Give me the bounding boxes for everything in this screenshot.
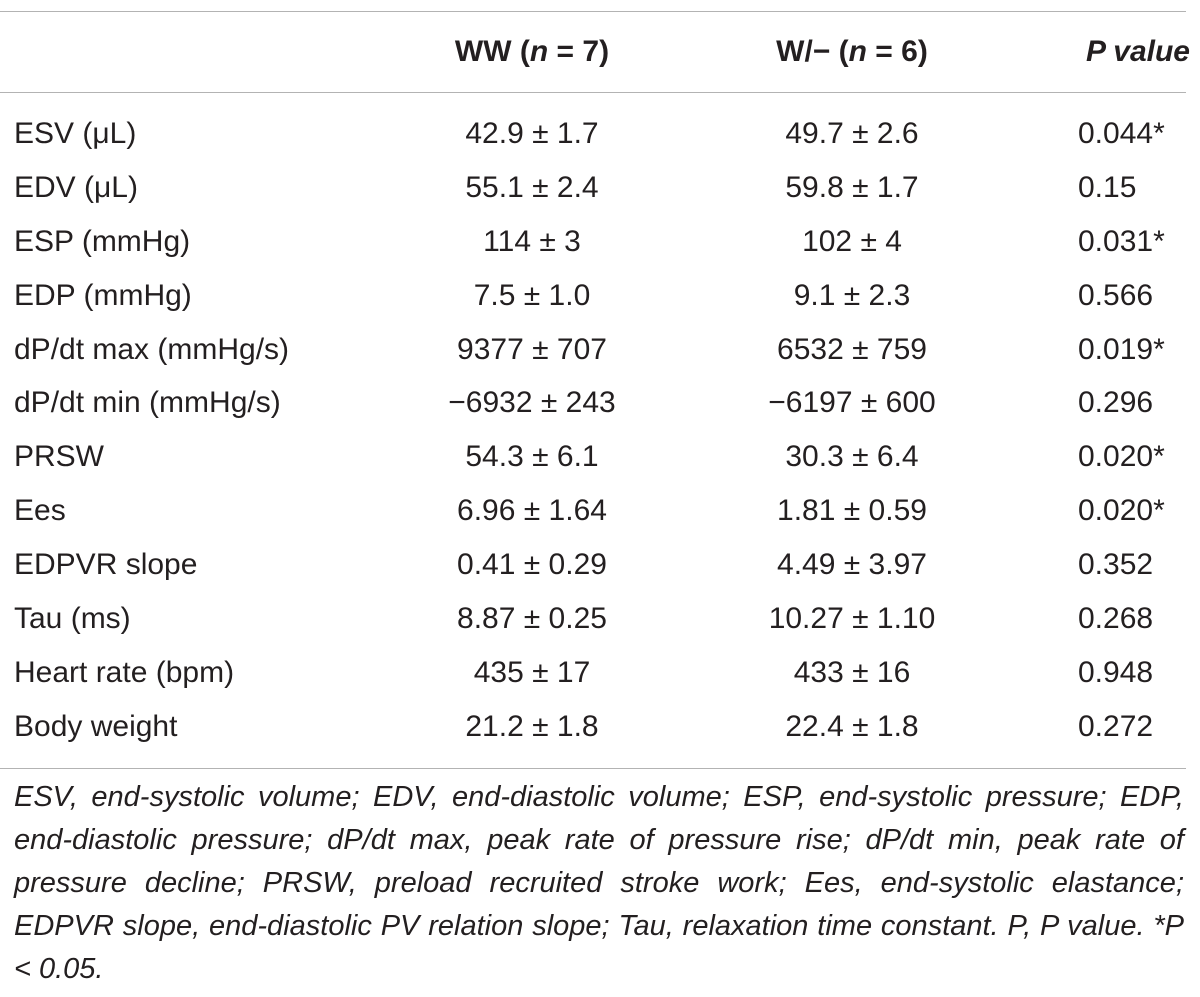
row-label: dP/dt max (mmHg/s) bbox=[14, 332, 290, 366]
ww-value: 7.5 ± 1.0 bbox=[473, 278, 591, 312]
ww-value: 21.2 ± 1.8 bbox=[465, 709, 599, 743]
p-value: 0.948 bbox=[1078, 655, 1154, 689]
p-value: 0.15 bbox=[1078, 170, 1137, 204]
p-value: 0.019* bbox=[1078, 332, 1165, 366]
p-value: 0.044* bbox=[1078, 117, 1165, 150]
row-label: ESV (μL) bbox=[14, 117, 137, 150]
table-row bbox=[0, 161, 1200, 215]
table-body bbox=[0, 107, 1200, 754]
p-value: 0.272 bbox=[1078, 709, 1154, 743]
ww-value: 0.41 ± 0.29 bbox=[457, 548, 607, 582]
table-row bbox=[0, 646, 1200, 700]
row-label: ESP (mmHg) bbox=[14, 224, 191, 258]
w-minus-value: 22.4 ± 1.8 bbox=[785, 709, 919, 743]
w-minus-value: −6197 ± 600 bbox=[768, 386, 936, 420]
table-row bbox=[0, 700, 1200, 754]
w-minus-value: 10.27 ± 1.10 bbox=[768, 602, 936, 636]
p-value: 0.268 bbox=[1078, 602, 1154, 636]
table-row bbox=[0, 484, 1200, 538]
p-value: 0.031* bbox=[1078, 224, 1165, 258]
ww-value: 42.9 ± 1.7 bbox=[465, 117, 599, 150]
table-header-rule bbox=[0, 92, 1186, 93]
ww-value: 8.87 ± 0.25 bbox=[457, 602, 607, 636]
ww-value: −6932 ± 243 bbox=[448, 386, 616, 420]
w-minus-value: 49.7 ± 2.6 bbox=[785, 117, 919, 150]
header-wm-suffix: = 6) bbox=[866, 35, 928, 68]
p-value: 0.020* bbox=[1078, 494, 1165, 528]
table-row bbox=[0, 107, 1200, 161]
header-w-minus bbox=[717, 28, 987, 76]
table-row bbox=[0, 269, 1200, 323]
ww-value: 55.1 ± 2.4 bbox=[465, 170, 599, 204]
header-ww-prefix: WW ( bbox=[454, 35, 530, 68]
table-row bbox=[0, 323, 1200, 377]
ww-value: 435 ± 17 bbox=[473, 655, 591, 689]
row-label: Heart rate (bpm) bbox=[14, 655, 235, 689]
w-minus-value: 1.81 ± 0.59 bbox=[777, 494, 927, 528]
table-row bbox=[0, 215, 1200, 269]
w-minus-value: 102 ± 4 bbox=[802, 224, 902, 258]
w-minus-value: 30.3 ± 6.4 bbox=[785, 440, 919, 474]
header-ww-n: n bbox=[529, 35, 549, 68]
header-ww-suffix: = 7) bbox=[548, 35, 610, 68]
table-top-rule bbox=[0, 11, 1186, 12]
header-ww bbox=[397, 28, 667, 76]
header-p-value: P value bbox=[1086, 35, 1190, 68]
p-value: 0.566 bbox=[1078, 278, 1154, 312]
table-row bbox=[0, 538, 1200, 592]
w-minus-value: 433 ± 16 bbox=[793, 655, 911, 689]
row-label: EDPVR slope bbox=[14, 548, 198, 582]
p-value: 0.020* bbox=[1078, 440, 1165, 474]
table-footnote: ESV, end-systolic volume; EDV, end-diastolic volume; ESP, end-systolic pressure; EDP, end-diastolic pressure; dP/dt max, peak rate of pressure rise; dP/dt min, peak rate of pressure decline; PRSW, preload recruited stroke work; Ees, end-systolic elastance; EDPVR slope, end-diastolic PV relation slope; Tau, relaxation time constant. P, P value. *P < 0.05. bbox=[14, 781, 1184, 985]
row-label: Tau (ms) bbox=[14, 602, 131, 636]
ww-value: 9377 ± 707 bbox=[457, 332, 607, 366]
w-minus-value: 4.49 ± 3.97 bbox=[777, 548, 927, 582]
w-minus-value: 59.8 ± 1.7 bbox=[785, 170, 919, 204]
row-label: Ees bbox=[14, 494, 66, 528]
table-row bbox=[0, 430, 1200, 484]
row-label: dP/dt min (mmHg/s) bbox=[14, 386, 281, 420]
w-minus-value: 9.1 ± 2.3 bbox=[793, 278, 911, 312]
ww-value: 54.3 ± 6.1 bbox=[465, 440, 599, 474]
ww-value: 114 ± 3 bbox=[483, 224, 581, 258]
table-row bbox=[0, 376, 1200, 430]
row-label: EDV (μL) bbox=[14, 170, 138, 204]
table-row bbox=[0, 592, 1200, 646]
row-label: PRSW bbox=[14, 440, 104, 474]
w-minus-value: 6532 ± 759 bbox=[777, 332, 927, 366]
ww-value: 6.96 ± 1.64 bbox=[457, 494, 607, 528]
header-wm-n: n bbox=[848, 35, 867, 68]
table-bottom-rule bbox=[0, 768, 1186, 769]
p-value: 0.296 bbox=[1078, 386, 1154, 420]
row-label: EDP (mmHg) bbox=[14, 278, 192, 312]
row-label: Body weight bbox=[14, 709, 178, 743]
p-value: 0.352 bbox=[1078, 548, 1154, 582]
header-wm-prefix: W/− ( bbox=[776, 35, 849, 68]
